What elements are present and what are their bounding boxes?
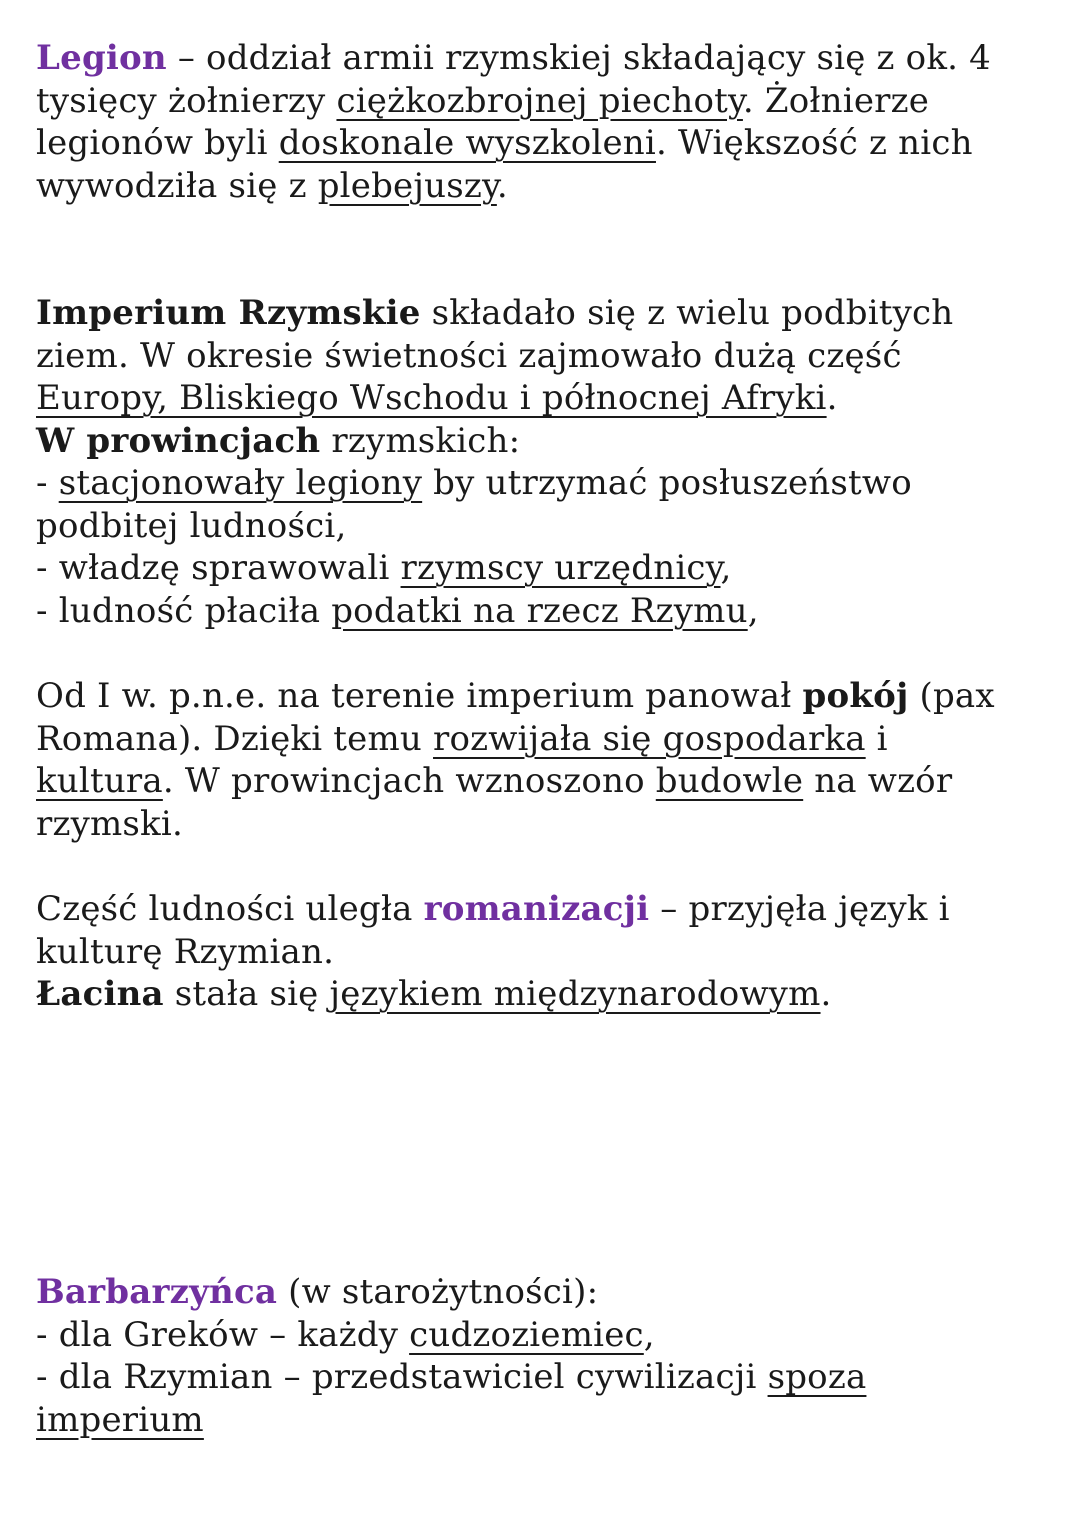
underlined-phrase: Europy, Bliskiego Wschodu i północnej Afryki — [36, 378, 827, 418]
text-line — [36, 1399, 1036, 1442]
term-romanizacja: romanizacji — [423, 889, 650, 929]
text-span: Część ludności uległa — [36, 889, 424, 929]
underlined-phrase: stacjonowały legiony — [58, 463, 423, 503]
text-span: - władzę sprawowali — [36, 548, 401, 588]
pax-romana-paragraph — [36, 675, 1036, 845]
underlined-phrase: rozwijała się gospodarka — [433, 718, 866, 759]
text-line — [36, 760, 1036, 803]
term-prowincje: W prowincjach — [36, 420, 321, 461]
underlined-phrase: plebejuszy — [317, 165, 497, 206]
text-span: i — [865, 718, 888, 759]
text-span: kulturę Rzymian. — [36, 931, 335, 972]
list-item — [36, 1356, 1036, 1399]
text-span: – oddział armii rzymskiej składający się z ok. 4 — [166, 38, 992, 78]
text-span: Romana). Dzięki temu — [36, 718, 434, 759]
text-span: – przyjęła język i — [649, 889, 950, 929]
romanizacja-paragraph — [36, 888, 1036, 1016]
underlined-phrase: językiem międzynarodowym — [329, 974, 821, 1014]
term-pokoj: pokój — [802, 676, 909, 716]
underlined-phrase: doskonale wyszkoleni — [278, 123, 656, 163]
text-span: rzymskich: — [320, 420, 521, 461]
barbarzynca-paragraph — [36, 1271, 1036, 1441]
text-line — [36, 505, 1036, 548]
text-span: legionów byli — [36, 123, 279, 163]
text-span: składało się z wielu podbitych — [420, 293, 954, 333]
text-span: . Żołnierze — [742, 80, 930, 121]
text-span: , — [720, 548, 732, 588]
underlined-phrase: podatki na rzecz Rzymu — [331, 590, 748, 631]
text-span: . Większość z nich — [655, 123, 973, 163]
text-span: ziem. W okresie świetności zajmowało dużą część — [36, 335, 902, 376]
term-imperium: Imperium Rzymskie — [36, 293, 421, 333]
text-span: by utrzymać posłuszeństwo — [422, 463, 912, 503]
list-item — [36, 462, 1036, 505]
text-line — [36, 803, 1036, 846]
text-line — [36, 335, 1036, 378]
text-span: podbitej ludności, — [36, 505, 347, 546]
term-legion: Legion — [36, 38, 167, 78]
text-line — [36, 1271, 1036, 1314]
underlined-phrase: rzymscy urzędnicy — [400, 548, 721, 588]
text-line — [36, 80, 1036, 123]
text-line — [36, 122, 1036, 165]
text-span: rzymski. — [36, 803, 183, 844]
underlined-phrase: cudzoziemiec — [409, 1314, 644, 1355]
text-span: . W prowincjach wznoszono — [162, 761, 656, 801]
text-line — [36, 931, 1036, 974]
underlined-phrase: spoza — [767, 1357, 867, 1397]
text-span: , — [747, 590, 759, 631]
text-span: , — [643, 1314, 655, 1355]
legion-paragraph — [36, 37, 1036, 207]
list-item — [36, 1314, 1036, 1357]
text-span: Od I w. p.n.e. na terenie imperium panował — [36, 676, 803, 716]
text-span: . — [820, 974, 832, 1014]
text-span: - ludność płaciła — [36, 590, 332, 631]
text-line — [36, 165, 1036, 208]
text-line — [36, 718, 1036, 761]
list-item — [36, 590, 1036, 633]
text-line — [36, 420, 1036, 463]
text-line — [36, 675, 1036, 718]
text-span: . — [826, 378, 838, 418]
text-line — [36, 37, 1036, 80]
text-span: na wzór — [803, 761, 953, 801]
text-span: stała się — [163, 974, 330, 1014]
text-line — [36, 973, 1036, 1016]
underlined-phrase: budowle — [655, 761, 804, 801]
underlined-phrase: kultura — [36, 761, 163, 801]
text-line — [36, 888, 1036, 931]
text-span: - dla Rzymian – przedstawiciel cywilizacji — [36, 1357, 768, 1397]
underlined-phrase: ciężkozbrojnej piechoty — [336, 80, 743, 121]
text-span: - dla Greków – każdy — [36, 1314, 410, 1355]
text-line — [36, 292, 1036, 335]
text-span: (w starożytności): — [277, 1272, 599, 1312]
list-item — [36, 547, 1036, 590]
text-span: (pax — [908, 676, 995, 716]
text-span: . — [496, 165, 508, 206]
term-lacina: Łacina — [36, 974, 164, 1014]
text-span: tysięcy żołnierzy — [36, 80, 337, 121]
text-span: - — [36, 463, 59, 503]
text-span: wywodziła się z — [36, 165, 318, 206]
imperium-paragraph — [36, 292, 1036, 632]
text-line — [36, 377, 1036, 420]
term-barbarzynca: Barbarzyńca — [36, 1272, 278, 1312]
underlined-phrase: imperium — [36, 1399, 204, 1440]
